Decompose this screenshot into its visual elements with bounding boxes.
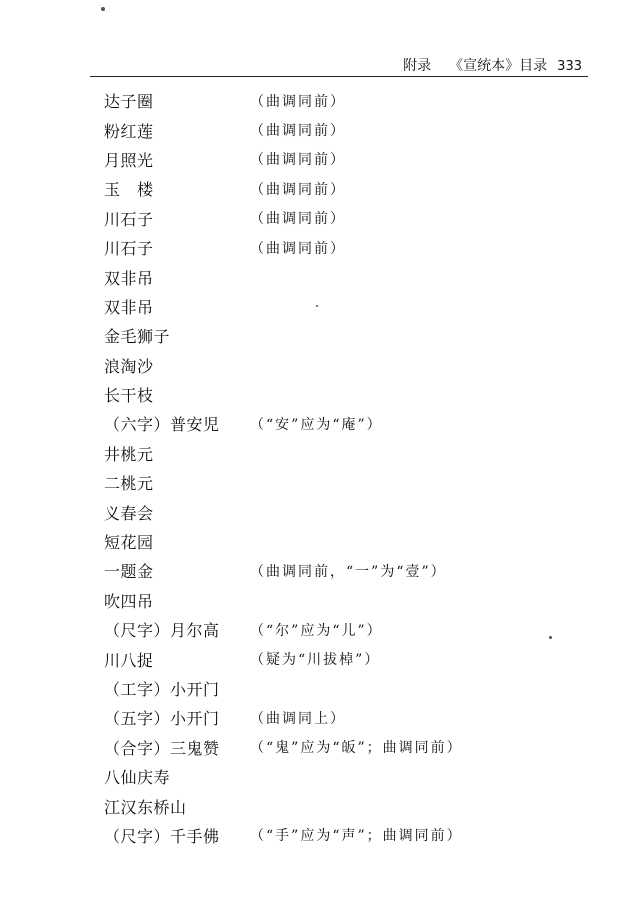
entry-name: 川石子	[104, 209, 154, 229]
entry-note: （曲调同前）	[250, 152, 346, 169]
entry-name: （尺字）千手佛	[104, 826, 220, 846]
entry-name: 川石子	[104, 239, 154, 259]
entry-name: 吹四吊	[104, 591, 154, 611]
list-item	[104, 556, 604, 585]
entry-note: （曲调同前）	[250, 181, 346, 198]
list-item	[104, 733, 604, 762]
entry-note: （曲调同前）	[250, 240, 346, 257]
list-item	[104, 615, 604, 644]
entry-note: （曲调同前）	[250, 123, 346, 140]
entry-name: 井桃元	[104, 444, 154, 464]
entry-name: 达子圈	[104, 92, 154, 112]
entry-note: （曲调同前）	[250, 211, 346, 228]
list-item	[104, 762, 604, 791]
entry-name: 江汉东桥山	[104, 797, 187, 817]
list-item	[104, 527, 604, 556]
page-number: 333	[557, 59, 582, 74]
list-item	[104, 674, 604, 703]
list-item	[104, 174, 604, 203]
entry-name: （工字）小开门	[104, 680, 220, 699]
list-item	[104, 791, 604, 820]
entry-name: 义春会	[104, 503, 154, 523]
list-item	[104, 115, 604, 144]
entry-name: 粉红莲	[104, 121, 154, 141]
list-item	[104, 644, 604, 673]
list-item	[104, 380, 604, 409]
scan-speck	[101, 7, 105, 11]
entry-name: （五字）小开门	[104, 709, 220, 729]
entry-name: 长干枝	[104, 386, 154, 406]
entry-name: （尺字）月尔高	[104, 621, 220, 641]
entry-note: （曲调同上）	[250, 710, 346, 727]
entry-name: 金毛狮子	[104, 327, 171, 347]
list-item	[104, 703, 604, 732]
list-item	[104, 586, 604, 615]
list-item	[104, 439, 604, 468]
entry-note: （疑为“川拔棹”）	[250, 652, 381, 669]
list-item	[104, 409, 604, 438]
list-item	[104, 351, 604, 380]
entry-name: （六字）普安児	[104, 415, 220, 435]
list-item	[104, 262, 604, 291]
list-item	[104, 233, 604, 262]
running-header	[372, 55, 582, 77]
header-section: 附录	[403, 58, 432, 74]
list-item	[104, 821, 604, 850]
entry-name: 月照光	[104, 150, 154, 170]
header-title: 《宣统本》目录	[449, 58, 548, 74]
entry-name: 短花园	[104, 533, 154, 553]
entry-name: （合字）三鬼赞	[104, 738, 220, 758]
entry-note: （“手”应为“声”；曲调同前）	[250, 828, 463, 845]
list-item	[104, 145, 604, 174]
list-item	[104, 292, 604, 321]
list-item	[104, 468, 604, 497]
entry-note: （“安”应为“庵”）	[250, 416, 383, 433]
list-item	[104, 497, 604, 526]
entry-name: 川八捉	[104, 650, 154, 670]
entry-note: （“鬼”应为“皈”；曲调同前）	[250, 740, 463, 757]
entry-note: （曲调同前，“一”为“壹”）	[250, 563, 447, 580]
entry-name: 双非吊	[104, 268, 154, 288]
entry-note: （“尔”应为“儿”）	[250, 622, 383, 639]
entry-name: 双非吊	[104, 297, 154, 317]
header-rule	[90, 76, 588, 77]
list-item	[104, 321, 604, 350]
entry-name: 一题金	[104, 562, 154, 582]
entry-name: 玉 楼	[104, 180, 154, 200]
contents-list	[104, 86, 604, 850]
list-item	[104, 86, 604, 115]
entry-note: （曲调同前）	[250, 93, 346, 110]
list-item	[104, 204, 604, 233]
entry-name: 浪淘沙	[104, 356, 154, 376]
entry-name: 八仙庆寿	[104, 768, 171, 788]
entry-name: 二桃元	[104, 474, 154, 494]
